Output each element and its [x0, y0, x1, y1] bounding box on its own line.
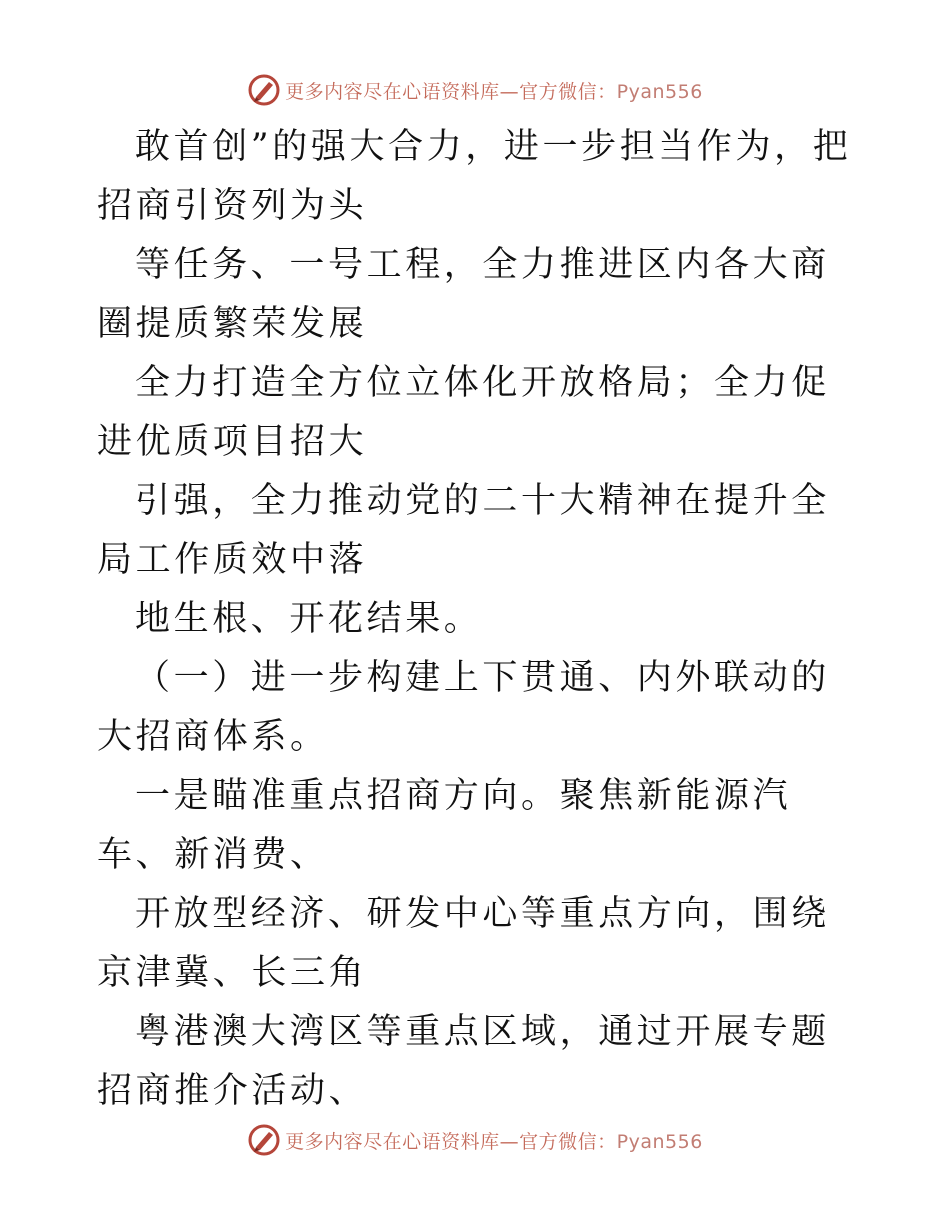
watermark-label: 更多内容尽在心语资料库—官方微信： [285, 1130, 617, 1153]
pen-logo-icon [247, 73, 281, 107]
paragraph-8: 开放型经济、研发中心等重点方向，围绕京津冀、长三角 [97, 894, 830, 993]
footer-watermark [0, 1120, 950, 1160]
watermark-text [285, 1127, 703, 1154]
paragraph-4: 引强，全力推动党的二十大精神在提升全局工作质效中落 [97, 481, 830, 580]
watermark-text [285, 77, 703, 104]
document-body [97, 118, 853, 1121]
paragraph-2: 等任务、一号工程，全力推进区内各大商圈提质繁荣发展 [97, 245, 830, 344]
paragraph-1: 敢首创”的强大合力，进一步担当作为，把招商引资列为头 [97, 127, 852, 226]
pen-logo-icon [247, 1123, 281, 1157]
watermark-label: 更多内容尽在心语资料库—官方微信： [285, 80, 617, 103]
watermark-handle: Pyan556 [616, 1130, 703, 1153]
paragraph-6: （一）进一步构建上下贯通、内外联动的大招商体系。 [97, 658, 830, 757]
paragraph-9: 粤港澳大湾区等重点区域，通过开展专题招商推介活动、 [97, 1012, 830, 1111]
header-watermark [0, 70, 950, 110]
paragraph-7: 一是瞄准重点招商方向。聚焦新能源汽车、新消费、 [97, 776, 792, 875]
paragraph-5: 地生根、开花结果。 [135, 599, 483, 639]
paragraph-3: 全力打造全方位立体化开放格局；全力促进优质项目招大 [97, 363, 830, 462]
watermark-handle: Pyan556 [616, 80, 703, 103]
